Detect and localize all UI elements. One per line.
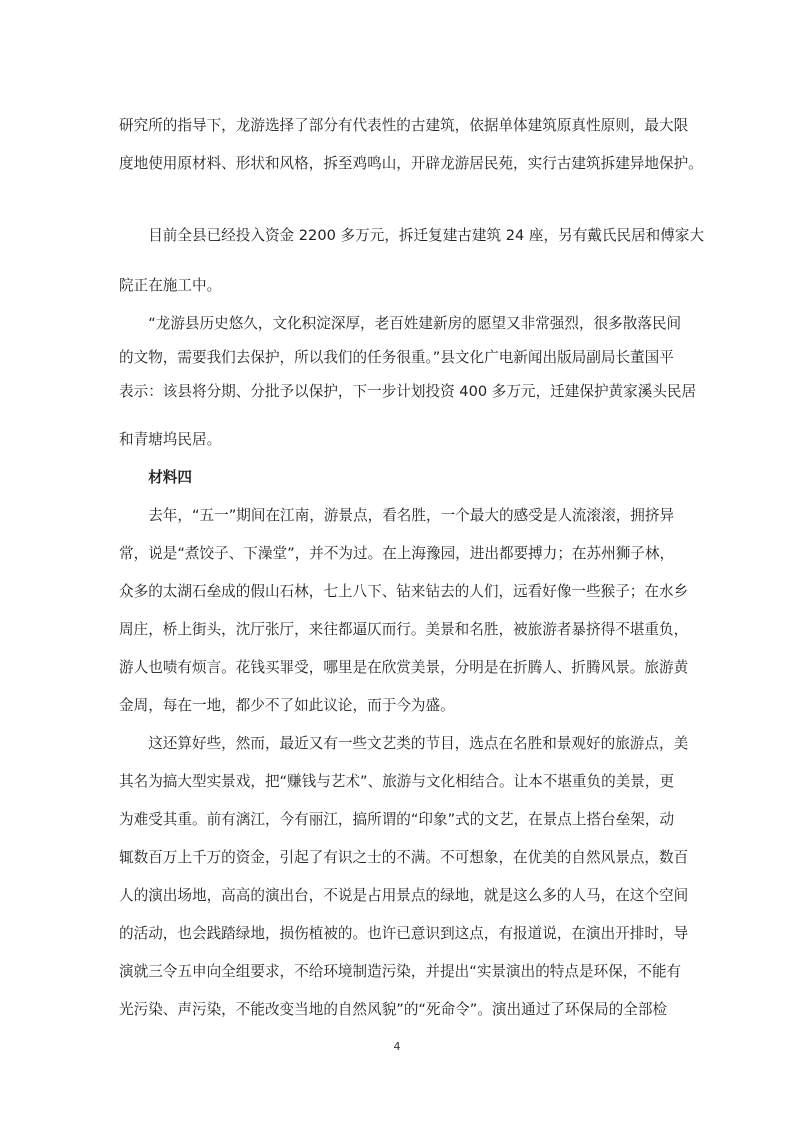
paragraph-line: 辄数百万上千万的资金，引起了有识之士的不满。不可想象，在优美的自然风景点，数百 xyxy=(119,849,689,866)
paragraph-line: 的活动，也会践踏绿地，损伤植被的。也许已意识到这点，有报道说，在演出开排时，导 xyxy=(119,925,689,942)
paragraph-line: 度地使用原材料、形状和风格，拆至鸡鸣山，开辟龙游居民苑，实行古建筑拆建异地保护。 xyxy=(119,155,703,172)
paragraph-line: 人的演出场地，高高的演出台，不说是占用景点的绿地，就是这么多的人马，在这个空间 xyxy=(119,887,689,904)
paragraph-line: 游人也啧有烦言。花钱买罪受，哪里是在欣赏美景，分明是在折腾人、折腾风景。旅游黄 xyxy=(119,659,689,676)
paragraph-line: 去年，“五一”期间在江南，游景点，看名胜，一个最大的感受是人流滚滚，拥挤异 xyxy=(119,507,675,524)
paragraph-line: 这还算好些，然而，最近又有一些文艺类的节目，选点在名胜和景观好的旅游点，美 xyxy=(119,735,689,752)
paragraph-line: 演就三令五申向全组要求，不给环境制造污染，并提出“实景演出的特点是环保，不能有 xyxy=(119,963,682,980)
paragraph-line: 金周，每在一地，都少不了如此议论，而于今为盛。 xyxy=(119,697,455,714)
paragraph-line: 光污染、声污染，不能改变当地的自然风貌”的“死命令”。演出通过了环保局的全部检 xyxy=(119,1001,668,1018)
paragraph-line: 院正在施工中。 xyxy=(119,277,222,294)
paragraph-line: 众多的太湖石垒成的假山石林，七上八下、钻来钻去的人们，远看好像一些猴子；在水乡 xyxy=(119,583,689,600)
paragraph-line: 周庄，桥上街头，沈厅张厅，来往都逼仄而行。美景和名胜，被旅游者暴挤得不堪重负， xyxy=(119,621,689,638)
paragraph-line: 表示：该县将分期、分批予以保护，下一步计划投资 400 多万元，迁建保护黄家溪头民居 xyxy=(119,383,697,400)
section-heading: 材料四 xyxy=(119,469,192,486)
paragraph-line: 常，说是“煮饺子、下澡堂”，并不为过。在上海豫园，进出都要搏力；在苏州狮子林， xyxy=(119,545,675,562)
paragraph-line: 为难受其重。前有漓江，今有丽江，搞所谓的“印象”式的文艺，在景点上搭台垒架，动 xyxy=(119,811,675,828)
paragraph-line: “龙游县历史悠久，文化积淀深厚，老百姓建新房的愿望又非常强烈，很多散落民间 xyxy=(119,315,682,332)
paragraph-line: 其名为搞大型实景戏，把“赚钱与艺术”、旅游与文化相结合。让本不堪重负的美景，更 xyxy=(119,773,675,790)
paragraph-line: 目前全县已经投入资金 2200 多万元，拆迁复建古建筑 24 座，另有戴氏民居和傅家大 xyxy=(119,227,705,244)
paragraph-line: 和青塘坞民居。 xyxy=(119,431,222,448)
paragraph-line: 的文物，需要我们去保护，所以我们的任务很重。”县文化广电新闻出版局副局长董国平 xyxy=(119,349,674,366)
paragraph-line: 研究所的指导下，龙游选择了部分有代表性的古建筑，依据单体建筑原真性原则，最大限 xyxy=(119,117,689,134)
page-number: 4 xyxy=(393,1040,401,1053)
